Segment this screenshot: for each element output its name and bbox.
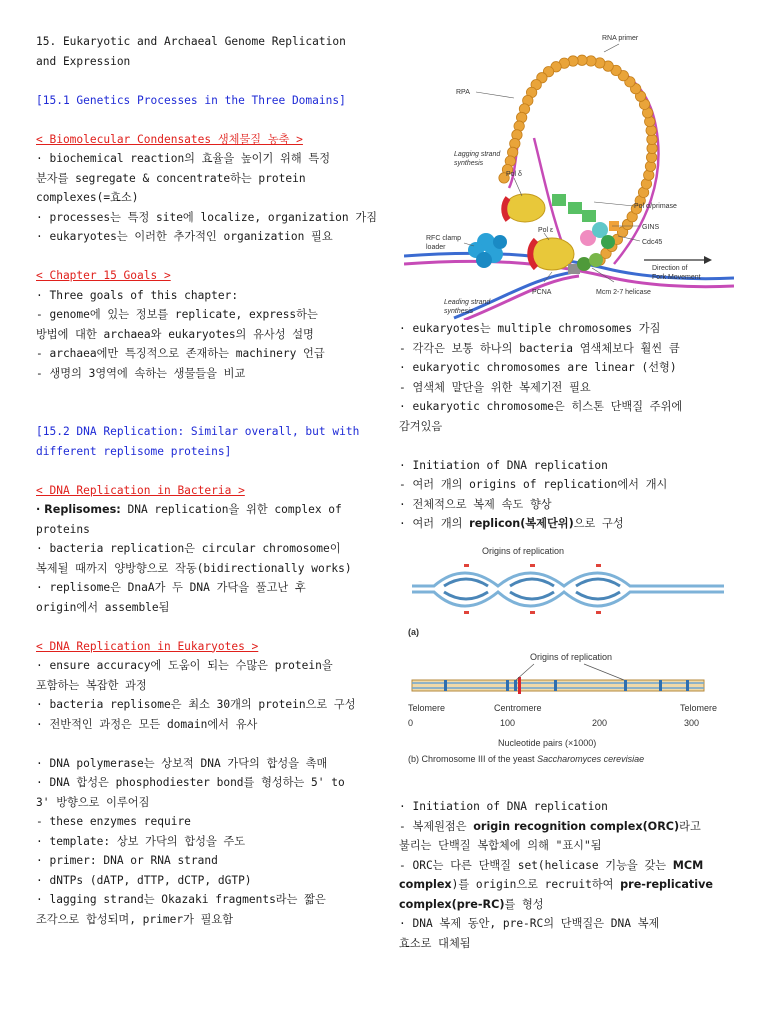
initiation-line: · 여러 개의 replicon(복제단위)으로 구성 bbox=[399, 517, 624, 530]
section-15-2-heading: [15.2 DNA Replication: Similar overall, but with bbox=[36, 425, 360, 438]
bacteria-line: · bacteria replication은 circular chromosome이 bbox=[36, 542, 341, 555]
orc-term: origin recognition complex(ORC) bbox=[473, 819, 680, 833]
label-leading-2: synthesis bbox=[444, 308, 474, 315]
mcm-helicase-shape bbox=[577, 257, 591, 271]
label-pol-epsilon: Pol ε bbox=[538, 227, 554, 234]
bacteria-line: proteins bbox=[36, 522, 90, 536]
condensates-line: · eukaryotes는 이러한 추가적인 organization 필요 bbox=[36, 230, 333, 243]
chromosome-line: - 염색체 말단을 위한 복제기전 필요 bbox=[399, 380, 591, 394]
pol-alpha-shape bbox=[552, 194, 566, 206]
initiation-line: · Initiation of DNA replication bbox=[399, 458, 608, 472]
replisomes-term: · Replisomes: bbox=[36, 503, 121, 516]
goals-heading: < Chapter 15 Goals > bbox=[36, 269, 171, 282]
goals-line: 방법에 대한 archaea와 eukaryotes의 유사성 설명 bbox=[36, 327, 314, 341]
orc-line: complex(pre-RC)를 형성 bbox=[399, 897, 544, 911]
left-column bbox=[36, 32, 377, 929]
polymerase-line: 조각으로 합성되며, primer가 필요함 bbox=[36, 912, 234, 926]
eukaryotes-line: · ensure accuracy에 도움이 되는 수많은 protein을 bbox=[36, 659, 333, 672]
eukaryotes-line: · bacteria replisome은 최소 30개의 protein으로 구성 bbox=[36, 698, 356, 711]
label-gins: GINS bbox=[642, 224, 660, 231]
label-cdc45: Cdc45 bbox=[642, 239, 663, 246]
condensates-line: 분자를 segregate & concentrate하는 protein bbox=[36, 171, 306, 185]
axis-label: Nucleotide pairs (×1000) bbox=[498, 738, 597, 748]
polymerase-line: · DNA polymerase는 상보적 DNA 가닥의 합성을 촉매 bbox=[36, 756, 328, 770]
condensates-line: complexes(=효소) bbox=[36, 191, 139, 204]
label-pol-alpha: Pol α/primase bbox=[634, 203, 677, 210]
chromosome-line: · eukaryotic chromosomes are linear (선형) bbox=[399, 361, 677, 374]
origins-title-b: Origins of replication bbox=[530, 652, 613, 662]
label-direction: Direction of bbox=[652, 265, 688, 272]
condensates-line: · biochemical reaction의 효율을 높이기 위해 특정 bbox=[36, 152, 331, 165]
tick-label: 0 bbox=[408, 718, 414, 728]
chromosome-line: 감겨있음 bbox=[399, 419, 443, 433]
bacteria-line: origin에서 assemble됨 bbox=[36, 600, 170, 614]
telomere-right-label: Telomere bbox=[680, 703, 718, 713]
centromere-label: Centromere bbox=[494, 703, 542, 713]
chromosome-line: - 각각은 보통 하나의 bacteria 염색체보다 훨씬 큼 bbox=[399, 341, 680, 355]
bacteria-line: · replisome은 DnaA가 두 DNA 가닥을 풀고난 후 bbox=[36, 581, 306, 594]
orc-line: · DNA 복제 동안, pre-RC의 단백질은 DNA 복제 bbox=[399, 917, 660, 930]
eukaryotes-line: · 전반적인 과정은 모든 domain에서 유사 bbox=[36, 717, 258, 731]
goals-line: - genome에 있는 정보를 replicate, express하는 bbox=[36, 308, 318, 321]
replication-bubbles bbox=[412, 573, 724, 606]
polymerase-line: · DNA 합성은 phosphodiester bond를 형성하는 5' to bbox=[36, 776, 345, 789]
doc-title-line2: and Expression bbox=[36, 54, 131, 68]
orc-line: complex)를 origin으로 recruit하여 pre-replicative bbox=[399, 878, 713, 891]
polymerase-line: · lagging strand는 Okazaki fragments라는 짧은 bbox=[36, 893, 326, 906]
label-rpa: RPA bbox=[456, 89, 470, 96]
origins-title-a: Origins of replication bbox=[482, 546, 565, 556]
label-lagging-2: synthesis bbox=[454, 160, 484, 167]
tick-label: 300 bbox=[684, 718, 700, 728]
chromosome-line: · eukaryotic chromosome은 히스톤 단백질 주위에 bbox=[399, 400, 683, 413]
label-direction-2: Fork Movement bbox=[652, 274, 701, 281]
goals-line: · Three goals of this chapter: bbox=[36, 288, 239, 302]
polymerase-line: 3' 방향으로 이루어짐 bbox=[36, 795, 150, 809]
pol-delta-shape bbox=[505, 194, 545, 222]
chromosome-line: · eukaryotes는 multiple chromosomes 가짐 bbox=[399, 322, 661, 335]
orc-line: 효소로 대체됨 bbox=[399, 936, 471, 950]
label-pol-delta: Pol δ bbox=[506, 171, 522, 178]
mcm-term: MCM bbox=[672, 858, 704, 872]
replisome-figure bbox=[404, 28, 734, 320]
replicon-term: replicon(복제단위) bbox=[469, 517, 574, 530]
label-lagging: Lagging strand bbox=[454, 151, 501, 158]
tick-label: 100 bbox=[500, 718, 516, 728]
bacteria-line: 복제될 때까지 양방향으로 작동(bidirectionally works) bbox=[36, 561, 352, 575]
label-mcm: Mcm 2-7 helicase bbox=[596, 289, 651, 296]
orc-line: 불리는 단백질 복합체에 의해 "표시"됨 bbox=[399, 839, 602, 852]
origins-figure bbox=[404, 540, 734, 768]
pre-replicative-term: pre-replicative bbox=[620, 878, 713, 891]
orc-line: - 복제원점은 origin recognition complex(ORC)라고 bbox=[399, 819, 701, 833]
initiation-line: - 여러 개의 origins of replication에서 개시 bbox=[399, 478, 668, 491]
initiation-line: · 전체적으로 복제 속도 향상 bbox=[399, 497, 552, 511]
bacteria-heading: < DNA Replication in Bacteria > bbox=[36, 483, 245, 497]
goals-line: - archaea에만 특징적으로 존재하는 machinery 언급 bbox=[36, 347, 325, 360]
condensates-heading: < Biomolecular Condensates 생체물질 농축 > bbox=[36, 132, 303, 146]
polymerase-line: · dNTPs (dATP, dTTP, dCTP, dGTP) bbox=[36, 873, 252, 887]
condensates-line: · processes는 특정 site에 localize, organization 가짐 bbox=[36, 210, 377, 224]
polymerase-line: - these enzymes require bbox=[36, 815, 191, 828]
section-15-2-heading-cont: different replisome proteins] bbox=[36, 444, 232, 458]
section-15-1-heading: [15.1 Genetics Processes in the Three Domains] bbox=[36, 93, 346, 107]
label-rfc: RFC clamp bbox=[426, 235, 462, 242]
tick-label: 200 bbox=[592, 718, 608, 728]
orc-line: - ORC는 다른 단백질 set(helicase 기능을 갖는 MCM bbox=[399, 858, 704, 872]
figure-a-label: (a) bbox=[408, 627, 419, 637]
goals-line: - 생명의 3영역에 속하는 생물들을 비교 bbox=[36, 366, 246, 380]
right-column-bottom bbox=[399, 797, 744, 953]
bacteria-line: · Replisomes: DNA replication을 위한 complex of bbox=[36, 503, 342, 516]
eukaryotes-line: 포함하는 복잡한 과정 bbox=[36, 678, 147, 692]
polymerase-line: · primer: DNA or RNA strand bbox=[36, 854, 218, 867]
label-rfc-2: loader bbox=[426, 244, 446, 251]
label-leading: Leading strand bbox=[444, 299, 491, 306]
caption-b: (b) Chromosome III of the yeast Saccharomyces cerevisiae bbox=[408, 754, 645, 764]
right-column-top bbox=[399, 319, 744, 534]
label-rna-primer: RNA primer bbox=[602, 35, 639, 42]
orc-line: · Initiation of DNA replication bbox=[399, 800, 608, 813]
telomere-left-label: Telomere bbox=[408, 703, 446, 713]
eukaryotes-heading: < DNA Replication in Eukaryotes > bbox=[36, 639, 259, 653]
label-pcna: PCNA bbox=[532, 289, 552, 296]
rpa-bead-chain bbox=[499, 55, 660, 265]
doc-title-line1: 15. Eukaryotic and Archaeal Genome Replication bbox=[36, 35, 346, 48]
polymerase-line: · template: 상보 가닥의 합성을 주도 bbox=[36, 834, 246, 848]
